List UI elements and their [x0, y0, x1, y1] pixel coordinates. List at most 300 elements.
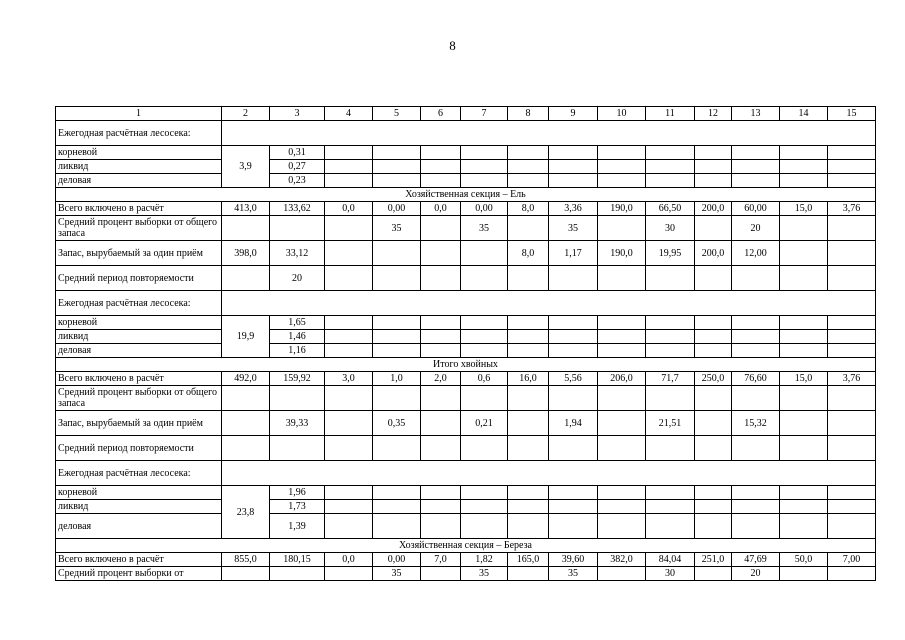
empty-cell [549, 330, 598, 344]
column-header: 14 [780, 107, 828, 121]
value-cell [325, 216, 373, 241]
empty-cell [508, 514, 549, 539]
empty-cell [780, 514, 828, 539]
value-cell: 35 [461, 567, 508, 581]
page-number: 8 [449, 38, 456, 53]
row-label: Ежегодная расчётная лесосека: [56, 291, 222, 316]
empty-cell [646, 146, 695, 160]
value-cell: 39,33 [270, 411, 325, 436]
value-cell [270, 567, 325, 581]
empty-cell [461, 160, 508, 174]
value-cell [325, 386, 373, 411]
value-cell [270, 216, 325, 241]
value-cell: 180,15 [270, 553, 325, 567]
value-cell [508, 266, 549, 291]
empty-cell [421, 316, 461, 330]
table-row-grp [56, 316, 876, 330]
table-row-grp [56, 330, 876, 344]
row-label: Ежегодная расчётная лесосека: [56, 121, 222, 146]
table-row-section [56, 188, 876, 202]
value-cell [646, 436, 695, 461]
value-cell [421, 567, 461, 581]
value-cell [222, 266, 270, 291]
empty-cell [780, 174, 828, 188]
value-cell [508, 567, 549, 581]
table-row-data [56, 567, 876, 581]
group-value-cell: 23,8 [222, 486, 270, 539]
value-cell [646, 266, 695, 291]
value-cell: 165,0 [508, 553, 549, 567]
empty-cell [421, 330, 461, 344]
empty-cell [461, 174, 508, 188]
value-cell: 250,0 [695, 372, 732, 386]
value-cell: 50,0 [780, 553, 828, 567]
empty-cell [598, 344, 646, 358]
table-row-section [56, 358, 876, 372]
table-row-data [56, 266, 876, 291]
empty-cell [549, 344, 598, 358]
value-cell: 2,0 [421, 372, 461, 386]
value-cell: 35 [549, 216, 598, 241]
column-header: 13 [732, 107, 780, 121]
value-cell: 5,56 [549, 372, 598, 386]
value-cell [598, 411, 646, 436]
value-cell: 0,0 [421, 202, 461, 216]
empty-cell [373, 330, 421, 344]
value-cell: 1,96 [270, 486, 325, 500]
value-cell [373, 241, 421, 266]
empty-cell [598, 486, 646, 500]
value-cell: 413,0 [222, 202, 270, 216]
empty-cell [508, 316, 549, 330]
value-cell [780, 386, 828, 411]
value-cell: 66,50 [646, 202, 695, 216]
table-row-data [56, 386, 876, 411]
value-cell [461, 241, 508, 266]
table-row-grp [56, 486, 876, 500]
row-label: Всего включено в расчёт [56, 553, 222, 567]
value-cell: 0,0 [325, 202, 373, 216]
value-cell [598, 567, 646, 581]
table-row-data [56, 241, 876, 266]
table-row-grp [56, 344, 876, 358]
value-cell: 0,21 [461, 411, 508, 436]
empty-cell [325, 174, 373, 188]
value-cell [732, 436, 780, 461]
row-label: деловая [56, 174, 222, 188]
value-cell [325, 241, 373, 266]
value-cell: 47,69 [732, 553, 780, 567]
empty-cell [222, 121, 876, 146]
column-header: 15 [828, 107, 876, 121]
empty-cell [695, 500, 732, 514]
empty-cell [646, 316, 695, 330]
value-cell [828, 266, 876, 291]
value-cell: 3,36 [549, 202, 598, 216]
empty-cell [373, 514, 421, 539]
value-cell [828, 241, 876, 266]
row-label: Средний процент выборки от [56, 567, 222, 581]
value-cell: 1,65 [270, 316, 325, 330]
value-cell [373, 386, 421, 411]
table-row-grp [56, 500, 876, 514]
value-cell [549, 436, 598, 461]
value-cell: 15,0 [780, 202, 828, 216]
row-label: Всего включено в расчёт [56, 372, 222, 386]
value-cell: 206,0 [598, 372, 646, 386]
empty-cell [325, 514, 373, 539]
value-cell [222, 411, 270, 436]
row-label: Средний период повторяемости [56, 266, 222, 291]
empty-cell [598, 316, 646, 330]
value-cell [598, 386, 646, 411]
group-value-cell: 19,9 [222, 316, 270, 358]
value-cell: 7,00 [828, 553, 876, 567]
value-cell: 200,0 [695, 202, 732, 216]
empty-cell [222, 291, 876, 316]
value-cell: 3,76 [828, 202, 876, 216]
value-cell: 33,12 [270, 241, 325, 266]
empty-cell [828, 486, 876, 500]
empty-cell [732, 160, 780, 174]
value-cell: 1,73 [270, 500, 325, 514]
empty-cell [828, 500, 876, 514]
empty-cell [461, 500, 508, 514]
value-cell: 0,0 [325, 553, 373, 567]
empty-cell [461, 330, 508, 344]
value-cell: 16,0 [508, 372, 549, 386]
empty-cell [780, 160, 828, 174]
value-cell [695, 411, 732, 436]
empty-cell [732, 316, 780, 330]
value-cell [732, 386, 780, 411]
value-cell [373, 436, 421, 461]
empty-cell [373, 486, 421, 500]
empty-cell [325, 500, 373, 514]
value-cell: 71,7 [646, 372, 695, 386]
empty-cell [695, 344, 732, 358]
table-row-data [56, 216, 876, 241]
value-cell: 12,00 [732, 241, 780, 266]
empty-cell [732, 330, 780, 344]
table-row-section [56, 539, 876, 553]
value-cell [461, 266, 508, 291]
row-label: корневой [56, 486, 222, 500]
empty-cell [828, 146, 876, 160]
value-cell [421, 216, 461, 241]
value-cell: 251,0 [695, 553, 732, 567]
value-cell [461, 386, 508, 411]
group-value-cell: 3,9 [222, 146, 270, 188]
column-header: 2 [222, 107, 270, 121]
value-cell: 15,0 [780, 372, 828, 386]
value-cell: 0,00 [373, 553, 421, 567]
value-cell [325, 411, 373, 436]
row-label: Запас, вырубаемый за один приём [56, 241, 222, 266]
value-cell: 76,60 [732, 372, 780, 386]
section-title: Хозяйственная секция – Береза [56, 539, 876, 553]
value-cell [695, 386, 732, 411]
empty-cell [646, 330, 695, 344]
value-cell [695, 567, 732, 581]
value-cell: 30 [646, 567, 695, 581]
empty-cell [780, 500, 828, 514]
empty-cell [828, 514, 876, 539]
empty-cell [646, 500, 695, 514]
value-cell [695, 216, 732, 241]
value-cell [780, 266, 828, 291]
table-row-data [56, 436, 876, 461]
value-cell [780, 567, 828, 581]
empty-cell [325, 486, 373, 500]
empty-cell [373, 174, 421, 188]
table-row-grp [56, 146, 876, 160]
value-cell: 0,27 [270, 160, 325, 174]
value-cell [646, 386, 695, 411]
empty-cell [222, 461, 876, 486]
row-label: Ежегодная расчётная лесосека: [56, 461, 222, 486]
value-cell: 1,16 [270, 344, 325, 358]
empty-cell [325, 146, 373, 160]
empty-cell [421, 174, 461, 188]
value-cell: 8,0 [508, 241, 549, 266]
column-header: 4 [325, 107, 373, 121]
value-cell: 35 [461, 216, 508, 241]
empty-cell [549, 160, 598, 174]
empty-cell [828, 330, 876, 344]
empty-cell [780, 330, 828, 344]
value-cell: 60,00 [732, 202, 780, 216]
value-cell: 30 [646, 216, 695, 241]
row-label: Всего включено в расчёт [56, 202, 222, 216]
empty-cell [646, 344, 695, 358]
empty-cell [325, 160, 373, 174]
value-cell [508, 216, 549, 241]
empty-cell [373, 500, 421, 514]
empty-cell [508, 500, 549, 514]
empty-cell [421, 344, 461, 358]
value-cell [222, 386, 270, 411]
value-cell: 159,92 [270, 372, 325, 386]
value-cell: 0,31 [270, 146, 325, 160]
empty-cell [549, 174, 598, 188]
empty-cell [549, 316, 598, 330]
table-row-data [56, 411, 876, 436]
column-header: 5 [373, 107, 421, 121]
table-row-label [56, 121, 876, 146]
empty-cell [325, 316, 373, 330]
value-cell [222, 216, 270, 241]
value-cell [508, 436, 549, 461]
empty-cell [461, 486, 508, 500]
empty-cell [732, 514, 780, 539]
value-cell [325, 436, 373, 461]
value-cell [421, 411, 461, 436]
value-cell: 8,0 [508, 202, 549, 216]
row-label: Средний процент выборки от общего запаса [56, 216, 222, 241]
column-header: 8 [508, 107, 549, 121]
value-cell [780, 436, 828, 461]
empty-cell [508, 344, 549, 358]
empty-cell [780, 316, 828, 330]
value-cell: 0,35 [373, 411, 421, 436]
row-label: Средний процент выборки от общего запаса [56, 386, 222, 411]
column-header: 12 [695, 107, 732, 121]
value-cell [461, 436, 508, 461]
empty-cell [828, 160, 876, 174]
value-cell [732, 266, 780, 291]
table-row-grp [56, 514, 876, 539]
value-cell [695, 266, 732, 291]
table-row-grp [56, 160, 876, 174]
section-title: Хозяйственная секция – Ель [56, 188, 876, 202]
empty-cell [461, 316, 508, 330]
value-cell: 3,76 [828, 372, 876, 386]
empty-cell [549, 514, 598, 539]
value-cell: 190,0 [598, 241, 646, 266]
empty-cell [373, 160, 421, 174]
value-cell: 1,46 [270, 330, 325, 344]
empty-cell [780, 146, 828, 160]
value-cell [325, 266, 373, 291]
empty-cell [695, 486, 732, 500]
value-cell [828, 567, 876, 581]
table-header-row [56, 107, 876, 121]
empty-cell [732, 174, 780, 188]
value-cell [421, 386, 461, 411]
empty-cell [421, 146, 461, 160]
row-label: Запас, вырубаемый за один приём [56, 411, 222, 436]
column-header: 7 [461, 107, 508, 121]
value-cell [828, 411, 876, 436]
row-label: ликвид [56, 160, 222, 174]
value-cell: 20 [732, 216, 780, 241]
value-cell [270, 436, 325, 461]
value-cell [549, 266, 598, 291]
empty-cell [695, 316, 732, 330]
empty-cell [421, 514, 461, 539]
empty-cell [732, 500, 780, 514]
row-label: деловая [56, 344, 222, 358]
value-cell [780, 411, 828, 436]
empty-cell [780, 486, 828, 500]
value-cell: 35 [549, 567, 598, 581]
empty-cell [508, 174, 549, 188]
value-cell [325, 567, 373, 581]
value-cell: 1,82 [461, 553, 508, 567]
value-cell: 1,39 [270, 514, 325, 539]
empty-cell [828, 174, 876, 188]
empty-cell [695, 330, 732, 344]
empty-cell [325, 344, 373, 358]
empty-cell [373, 344, 421, 358]
empty-cell [508, 486, 549, 500]
table-row-data [56, 372, 876, 386]
value-cell [780, 241, 828, 266]
empty-cell [598, 160, 646, 174]
value-cell: 35 [373, 216, 421, 241]
value-cell: 398,0 [222, 241, 270, 266]
empty-cell [549, 486, 598, 500]
row-label: Средний период повторяемости [56, 436, 222, 461]
value-cell [780, 216, 828, 241]
value-cell [695, 436, 732, 461]
value-cell: 190,0 [598, 202, 646, 216]
empty-cell [598, 174, 646, 188]
value-cell: 19,95 [646, 241, 695, 266]
empty-cell [732, 344, 780, 358]
column-header: 10 [598, 107, 646, 121]
empty-cell [646, 514, 695, 539]
empty-cell [695, 514, 732, 539]
section-title: Итого хвойных [56, 358, 876, 372]
value-cell [828, 216, 876, 241]
value-cell [508, 411, 549, 436]
table-row-label [56, 291, 876, 316]
value-cell [222, 436, 270, 461]
row-label: ликвид [56, 500, 222, 514]
column-header: 1 [56, 107, 222, 121]
value-cell [598, 436, 646, 461]
value-cell [549, 386, 598, 411]
empty-cell [325, 330, 373, 344]
value-cell: 7,0 [421, 553, 461, 567]
value-cell: 492,0 [222, 372, 270, 386]
empty-cell [461, 146, 508, 160]
row-label: корневой [56, 146, 222, 160]
empty-cell [461, 344, 508, 358]
empty-cell [598, 514, 646, 539]
value-cell: 0,23 [270, 174, 325, 188]
empty-cell [508, 160, 549, 174]
value-cell: 382,0 [598, 553, 646, 567]
value-cell: 855,0 [222, 553, 270, 567]
empty-cell [461, 514, 508, 539]
table-row-grp [56, 174, 876, 188]
value-cell: 15,32 [732, 411, 780, 436]
value-cell [421, 436, 461, 461]
table-row-label [56, 461, 876, 486]
value-cell: 133,62 [270, 202, 325, 216]
forest-data-table [55, 106, 876, 581]
value-cell: 84,04 [646, 553, 695, 567]
value-cell: 3,0 [325, 372, 373, 386]
empty-cell [598, 500, 646, 514]
column-header: 6 [421, 107, 461, 121]
value-cell: 0,00 [373, 202, 421, 216]
row-label: ликвид [56, 330, 222, 344]
row-label: корневой [56, 316, 222, 330]
value-cell: 21,51 [646, 411, 695, 436]
empty-cell [421, 160, 461, 174]
value-cell [222, 567, 270, 581]
empty-cell [695, 174, 732, 188]
row-label: деловая [56, 514, 222, 539]
empty-cell [646, 160, 695, 174]
value-cell: 1,94 [549, 411, 598, 436]
empty-cell [373, 146, 421, 160]
empty-cell [695, 146, 732, 160]
value-cell: 1,17 [549, 241, 598, 266]
value-cell [828, 386, 876, 411]
table-row-data [56, 553, 876, 567]
empty-cell [421, 486, 461, 500]
empty-cell [732, 486, 780, 500]
empty-cell [598, 146, 646, 160]
empty-cell [695, 160, 732, 174]
value-cell [508, 386, 549, 411]
value-cell: 39,60 [549, 553, 598, 567]
